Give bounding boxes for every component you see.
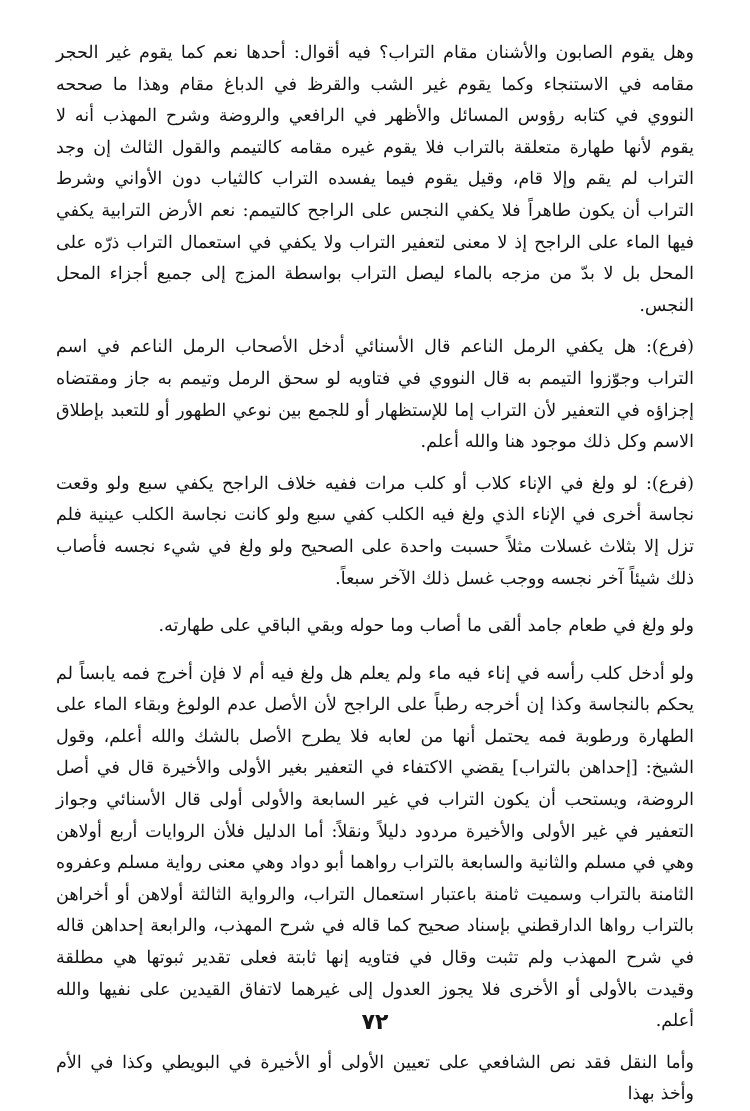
paragraph-gap [56, 643, 694, 659]
paragraph-gap [56, 459, 694, 469]
paragraph-1: وهل يقوم الصابون والأشنان مقام التراب؟ فيه أقوال: أحدها نعم كما يقوم غير الحجر مقامه في الاستنجاء وكما يقوم غير الشب والقرظ في الدباغ مقام وهذا ما صححه النووي في كتابه رؤوس المسائل والأظهر في الرافعي والروضة وشرح المهذب أنه لا يقوم لأنها طهارة متعلقة بالتراب فلا يقوم غيره مقامه كالتيمم والقول الثالث إن وجد التراب لم يقم وإلا قام، وقيل يقوم فيما يفسده التراب كالثياب دون الأواني وشرط التراب أن يكون طاهراً فلا يكفي النجس على الراجح كالتيمم: نعم الأرض الترابية يكفي فيها الماء على الراجح إذ لا معنى لتعفير التراب ولا يكفي في استعمال التراب ذرّه على المحل بل لا بدّ من مزجه بالماء ليصل التراب بواسطة المزج إلى جميع أجزاء المحل النجس. [56, 43, 694, 316]
page-body [56, 38, 694, 1105]
paragraph-gap [56, 1038, 694, 1048]
paragraph-5: ولو أدخل كلب رأسه في إناء فيه ماء ولم يعلم هل ولغ فيه أم لا فإن أخرج فمه يابساً لم يحكم بالنجاسة وكذا إن أخرجه رطباً على الراجح لأن الأصل عدم الولوغ وبقاء الماء على الطهارة ورطوبة فمه يحتمل أنها من لعابه فلا يطرح الأصل بالشك والله أعلم، وقول الشيخ: [إحداهن بالتراب] يقضي الاكتفاء في التعفير بغير الأولى والأخيرة قال في أصل الروضة، ويستحب أن يكون التراب في غير السابعة والأولى أولى قال الأسنائي وجواز التعفير في غير الأولى والأخيرة مردود دليلاً ونقلاً: أما الدليل فلأن الروايات أربع أولاهن وهي في مسلم والثانية والسابعة بالتراب رواهما أبو دواد وهي معنى رواية مسلم وعفروه الثامنة بالتراب وسميت ثامنة باعتبار استعمال التراب، والرواية الثالثة أولاهن أو أخراهن بالتراب رواها الدارقطني بإسناد صحيح كما قاله في شرح المهذب، والرابعة إحداهن قاله في شرح المهذب ولم تثبت وقال في فتاويه إنها ثابتة فعلى تقدير ثبوتها هي مطلقة وقيدت بالأولى أو الأخرى فلا يجوز العدول إلى غيرهما لاتفاق القيدين على نفيها والله أعلم. [56, 663, 694, 1032]
page-number: ٧٢ [361, 1010, 389, 1035]
paragraph-6: وأما النقل فقد نص الشافعي على تعيين الأولى أو الأخيرة في البويطي وكذا في الأم وأخذ بهذا [56, 1052, 694, 1105]
paragraph-4: ولو ولغ في طعام جامد ألقى ما أصاب وما حوله وبقي الباقي على طهارته. [158, 616, 694, 637]
paragraph-gap [56, 595, 694, 611]
paragraph-gap [56, 322, 694, 332]
paragraph-3-far: (فرع): لو ولغ في الإناء كلاب أو كلب مرات ففيه خلاف الراجح يكفي سبع ولو وقعت نجاسة أخرى في الإناء الذي ولغ فيه الكلب كفي سبع ولو كانت نجاسة الكلب عينية فلم تزل إلا بثلاث غسلات مثلاً حسبت واحدة على الصحيح ولو ولغ في شيء نجسه فأصاب ذلك شيئاً آخر نجسه ووجب غسل ذلك الآخر سبعاً. [56, 473, 694, 589]
paragraph-2-far: (فرع): هل يكفي الرمل الناعم قال الأسنائي أدخل الأصحاب الرمل الناعم في اسم التراب وجوّزوا التيمم به قال النووي في فتاويه لو سحق الرمل وتيمم به جاز ومقتضاه إجزاؤه في التعفير لأن التراب إما للإستظهار أو للجمع بين نوعي الطهور أو للتعبد بإطلاق الاسم وكل ذلك موجود هنا والله أعلم. [56, 337, 694, 453]
